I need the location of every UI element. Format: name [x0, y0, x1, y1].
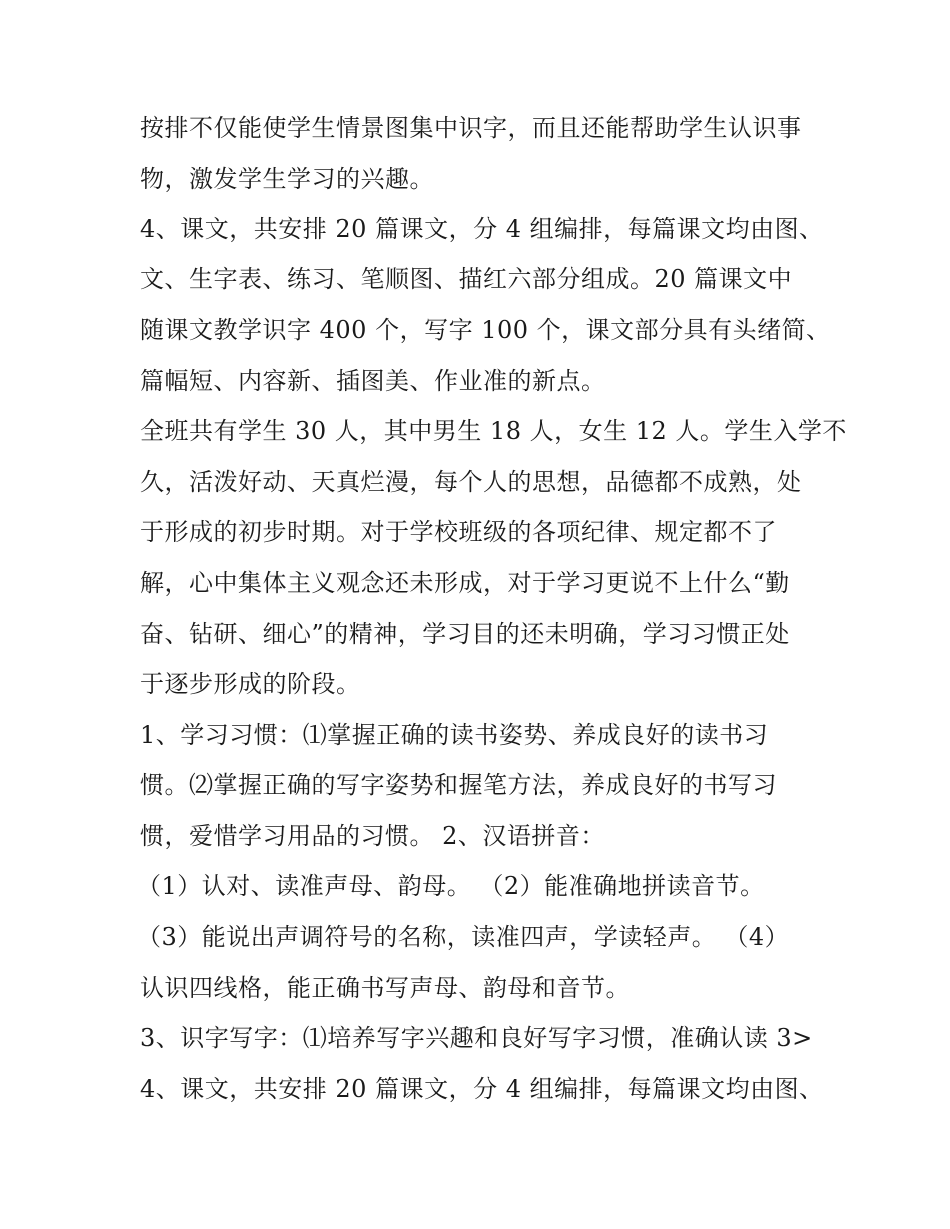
- text-line: 奋、钻研、细心”的精神，学习目的还未明确，学习习惯正处: [140, 620, 790, 648]
- text-line: 全班共有学生 30 人，其中男生 18 人，女生 12 人。学生入学不: [140, 417, 847, 445]
- text-line: 物，激发学生学习的兴趣。: [140, 165, 434, 193]
- text-line: 3、识字写字：⑴培养写字兴趣和良好写字习惯，准确认读 3>: [140, 1024, 813, 1052]
- text-line: 于逐步形成的阶段。: [140, 670, 361, 698]
- text-line: 于形成的初步时期。对于学校班级的各项纪律、规定都不了: [140, 518, 777, 546]
- text-line: 久，活泼好动、天真烂漫，每个人的思想，品德都不成熟，处: [140, 468, 802, 496]
- text-line: 认识四线格，能正确书写声母、韵母和音节。: [140, 974, 630, 1002]
- text-line: 篇幅短、内容新、插图美、作业准的新点。: [140, 367, 606, 395]
- text-line: （3）能说出声调符号的名称，读准四声，学读轻声。 （4）: [137, 923, 790, 951]
- text-line: 文、生字表、练习、笔顺图、描红六部分组成。20 篇课文中: [140, 265, 793, 293]
- text-line: 按排不仅能使学生情景图集中识字，而且还能帮助学生认识事: [140, 114, 802, 142]
- text-line: （1）认对、读准声母、韵母。 （2）能准确地拼读音节。: [137, 872, 765, 900]
- text-line: 1、学习习惯：⑴掌握正确的读书姿势、养成良好的读书习: [140, 721, 769, 749]
- text-line: 4、课文，共安排 20 篇课文，分 4 组编排，每篇课文均由图、: [140, 1075, 824, 1103]
- text-line: 惯。⑵掌握正确的写字姿势和握笔方法，养成良好的书写习: [140, 771, 777, 799]
- text-line: 解，心中集体主义观念还未形成，对于学习更说不上什么“勤: [140, 569, 790, 597]
- text-line: 4、课文，共安排 20 篇课文，分 4 组编排，每篇课文均由图、: [140, 215, 824, 243]
- text-line: 随课文教学识字 400 个，写字 100 个，课文部分具有头绪简、: [140, 316, 831, 344]
- text-line: 惯，爱惜学习用品的习惯。 2、汉语拼音：: [140, 822, 605, 850]
